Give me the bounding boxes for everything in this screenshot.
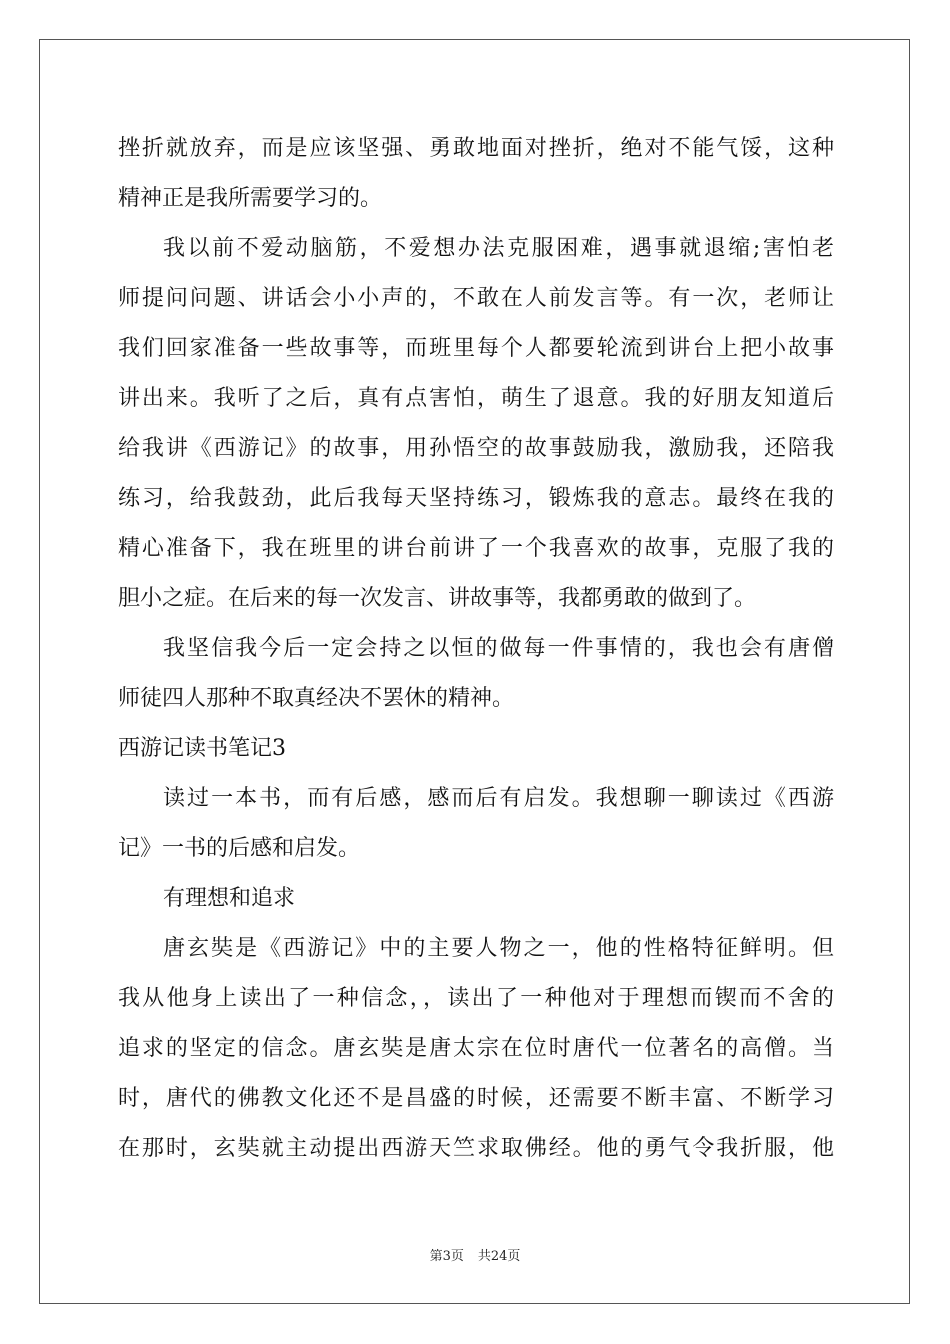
text-line: 在那时，玄奘就主动提出西游天竺求取佛经。他的勇气令我折服，他 xyxy=(118,1136,834,1161)
text-line: 练习，给我鼓劲，此后我每天坚持练习，锻炼我的意志。最终在我的 xyxy=(118,486,834,511)
text-line: 我们回家准备一些故事等，而班里每个人都要轮流到讲台上把小故事 xyxy=(118,336,834,361)
text-line: 胆小之症。在后来的每一次发言、讲故事等，我都勇敢的做到了。 xyxy=(118,586,757,611)
page-number: 第3页 xyxy=(429,1249,464,1264)
subsection-heading: 有理想和追求 xyxy=(163,886,296,911)
page-border xyxy=(39,39,910,1304)
text-line: 时，唐代的佛教文化还不是昌盛的时候，还需要不断丰富、不断学习 xyxy=(118,1086,834,1111)
text-line: 师提问问题、讲话会小小声的，不敢在人前发言等。有一次，老师让 xyxy=(118,286,834,311)
text-line: 我从他身上读出了一种信念，，读出了一种他对于理想而锲而不舍的 xyxy=(118,986,834,1011)
text-line: 精神正是我所需要学习的。 xyxy=(118,186,383,211)
text-line: 读过一本书，而有后感，感而后有启发。我想聊一聊读过《西游 xyxy=(163,786,834,811)
text-line: 记》一书的后感和启发。 xyxy=(118,836,361,861)
text-line: 讲出来。我听了之后，真有点害怕，萌生了退意。我的好朋友知道后 xyxy=(118,386,834,411)
page-footer xyxy=(0,1248,950,1266)
text-line: 精心准备下，我在班里的讲台前讲了一个我喜欢的故事，克服了我的 xyxy=(118,536,834,561)
page-total: 共24页 xyxy=(477,1249,521,1264)
text-line: 我以前不爱动脑筋，不爱想办法克服困难，遇事就退缩;害怕老 xyxy=(163,236,834,261)
text-line: 给我讲《西游记》的故事，用孙悟空的故事鼓励我，激励我，还陪我 xyxy=(118,436,834,461)
text-line: 唐玄奘是《西游记》中的主要人物之一，他的性格特征鲜明。但 xyxy=(163,936,834,961)
text-line: 挫折就放弃，而是应该坚强、勇敢地面对挫折，绝对不能气馁，这种 xyxy=(118,136,834,161)
text-line: 师徒四人那种不取真经决不罢休的精神。 xyxy=(118,686,515,711)
section-heading: 西游记读书笔记3 xyxy=(118,736,286,761)
text-line: 我坚信我今后一定会持之以恒的做每一件事情的，我也会有唐僧 xyxy=(163,636,834,661)
text-line: 追求的坚定的信念。唐玄奘是唐太宗在位时唐代一位著名的高僧。当 xyxy=(118,1036,834,1061)
